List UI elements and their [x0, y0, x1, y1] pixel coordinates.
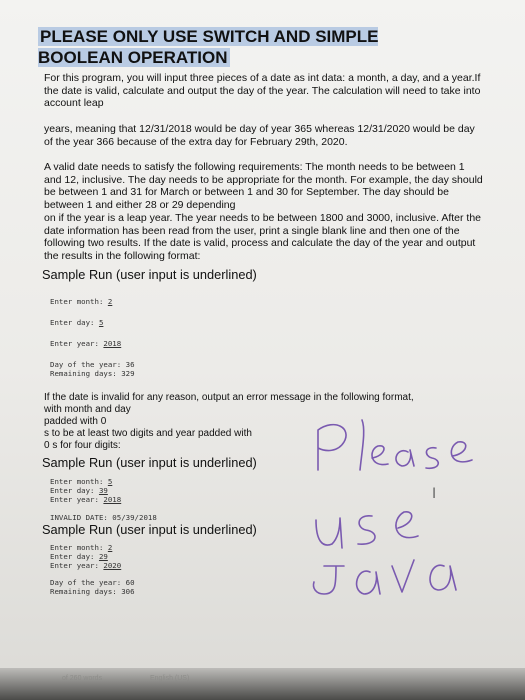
paragraph-intro: For this program, you will input three pieces of a date as int data: a month, a day, and a year.If the date is valid, calculate and output the day of the year. The calculation will need to take into account leap: [44, 72, 481, 110]
sample-2-month-line: Enter month: 5: [50, 477, 113, 486]
sample-2-day-line: Enter day: 39: [50, 486, 108, 495]
word-count-status: of 260 words: [62, 675, 103, 682]
invalid-date-instructions: If the date is invalid for any reason, output an error message in the following format, with month and day padded with 0 s to be at least two digits and year padded with 0 s for four digits:: [44, 392, 414, 451]
sample-1-month-line: Enter month: 2: [50, 297, 113, 306]
sample-1-output-remaining: Remaining days: 329: [50, 369, 135, 378]
sample-2-year-line: Enter year: 2018: [50, 495, 122, 504]
sample-run-1-title: Sample Run (user input is underlined): [42, 267, 257, 282]
language-status: English (US): [150, 675, 190, 682]
sample-run-2-title: Sample Run (user input is underlined): [42, 455, 257, 470]
sample-1-year-line: Enter year: 2018: [50, 339, 122, 348]
sample-2-error-output: INVALID DATE: 05/39/2018: [50, 513, 157, 522]
page-title: [38, 26, 458, 68]
sample-1-output-day: Day of the year: 36: [50, 360, 135, 369]
sample-3-day-line: Enter day: 29: [50, 552, 108, 561]
sample-1-day-line: Enter day: 5: [50, 318, 104, 327]
sample-3-output-day: Day of the year: 60: [50, 578, 135, 587]
svg-text:I: I: [432, 486, 437, 502]
sample-run-3-title: Sample Run (user input is underlined): [42, 522, 257, 537]
paragraph-output-format: on if the year is a leap year. The year needs to be between 1800 and 3000, inclusive. After the date information has been read from the user, print a single blank line and then one of the following two results. If the date is valid, process and calculate the day of the year and output the results in the following format:: [44, 212, 482, 262]
sample-3-output-remaining: Remaining days: 306: [50, 587, 135, 596]
highlighted-title-text: PLEASE ONLY USE SWITCH AND SIMPLE BOOLEAN OPERATION: [38, 27, 379, 67]
sample-3-month-line: Enter month: 2: [50, 543, 113, 552]
paragraph-leap-years: years, meaning that 12/31/2018 would be day of year 365 whereas 12/31/2020 would be day of the year 366 because of the extra day for February 29th, 2020.: [44, 123, 475, 148]
word-status-bar: [0, 668, 525, 700]
paragraph-requirements: A valid date needs to satisfy the following requirements: The month needs to be between 1 and 12, inclusive. The day needs to be appropriate for the month. For example, the day should be between 1 and 31 for March or between 1 and 30 for September. The day should be between 1 and either 28 or 29 depending: [44, 161, 483, 211]
sample-3-year-line: Enter year: 2020: [50, 561, 122, 570]
